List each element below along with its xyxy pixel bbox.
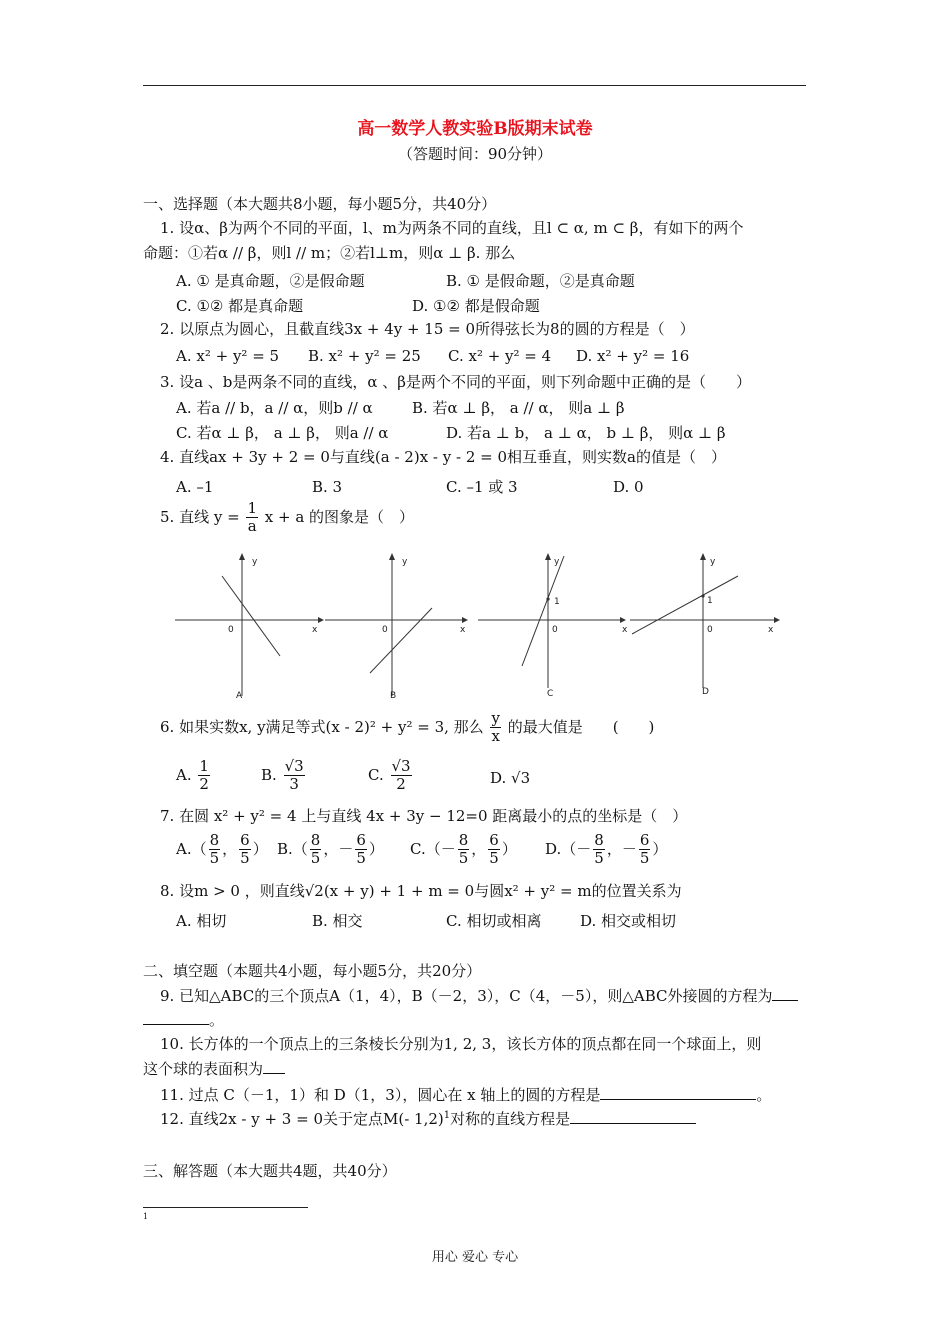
q7c-frac1	[458, 832, 470, 868]
question-6-option-c-label: C.	[368, 766, 384, 785]
question-8-option-d: D. 相交或相切	[580, 912, 677, 930]
question-2-stem: 2. 以原点为圆心，且截直线3x + 4y + 15 = 0所得弦长为8的圆的方程是（ ）	[160, 320, 695, 338]
section-heading-fill: 二、填空题（本题共4小题，每小题5分，共20分）	[143, 962, 482, 980]
question-2-option-b: B. x² + y² = 25	[308, 347, 421, 365]
question-6-option-b-frac	[284, 758, 305, 794]
q7d-f1-num: 8	[594, 831, 604, 849]
question-6-option-c-frac	[391, 758, 412, 794]
graph-c-y-label: y	[554, 557, 560, 567]
graph-b-x-label: x	[460, 625, 466, 635]
q7c-f1-num: 8	[458, 831, 469, 849]
question-5-graphs	[170, 548, 790, 708]
q7d-f1-den: 5	[594, 849, 604, 868]
question-12	[160, 1111, 696, 1127]
question-6-option-c	[368, 758, 414, 794]
graph-a-label: A	[236, 691, 243, 701]
question-12-text: 12. 直线2x - y + 3 = 0关于定点M(- 1,2)	[160, 1110, 444, 1128]
question-6-option-a-den: 2	[199, 775, 209, 794]
q7a-f2-num: 6	[240, 831, 250, 849]
q7b-sep: ，－	[323, 840, 354, 859]
graph-c-origin: 0	[552, 625, 558, 635]
graph-b	[325, 553, 468, 701]
question-6-option-a-label: A.	[176, 766, 192, 785]
question-2-option-d: D. x² + y² = 16	[576, 347, 690, 365]
q7c-frac2	[488, 832, 500, 868]
question-5-frac-den: a	[247, 517, 257, 536]
q7d-prefix: D.（－	[545, 840, 592, 859]
page-footer: 用心 爱心 专心	[431, 1250, 519, 1265]
q7d-frac1	[593, 832, 605, 868]
question-1-option-d: D. ①② 都是假命题	[412, 297, 540, 315]
q7d-frac2	[639, 832, 651, 868]
graph-a-y-label: y	[252, 557, 258, 567]
graph-b-y-label: y	[402, 557, 408, 567]
q7d-sep: ，－	[606, 840, 637, 859]
question-6-option-a	[176, 758, 212, 794]
q7b-suffix: ）	[368, 840, 384, 859]
section-heading-choice: 一、选择题（本大题共8小题，每小题5分，共40分）	[143, 195, 497, 213]
question-11-blank[interactable]	[600, 1099, 756, 1100]
q7c-prefix: C.（－	[410, 840, 456, 859]
q7b-f1-num: 8	[310, 831, 321, 849]
question-6-pre: 6. 如果实数x, y满足等式(x - 2)² + y² = 3, 那么	[160, 718, 484, 737]
q7d-f2-den: 5	[639, 849, 650, 868]
question-2-option-c: C. x² + y² = 4	[448, 347, 552, 365]
q7c-sep: ，	[471, 840, 487, 859]
question-7-option-d	[545, 832, 667, 868]
question-5-stem	[160, 500, 414, 536]
footnote-mark: 1	[143, 1212, 149, 1221]
question-6-option-c-num: √3	[391, 757, 411, 775]
question-3-stem: 3. 设a 、b是两条不同的直线，α 、β是两个不同的平面，则下列命题中正确的是（ ）	[160, 373, 751, 391]
q7b-f1-den: 5	[310, 849, 321, 868]
page-subtitle: （答题时间：90分钟）	[397, 145, 553, 163]
question-6-frac-den: x	[491, 727, 500, 746]
question-3-option-d: D. 若a ⊥ b， a ⊥ α， b ⊥ β， 则α ⊥ β	[446, 424, 726, 442]
graph-a	[175, 553, 324, 701]
q7d-suffix: ）	[652, 840, 668, 859]
question-7-option-c	[410, 832, 517, 868]
question-10-line1: 10. 长方体的一个顶点上的三条棱长分别为1, 2, 3，该长方体的顶点都在同一个球面上，则	[160, 1035, 762, 1053]
footnote-rule	[143, 1207, 308, 1208]
question-6-option-c-den: 2	[396, 775, 406, 794]
question-9-text: 9. 已知△ABC的三个顶点A（1，4），B（－2，3），C（4，－5），则△ABC外接圆的方程为	[160, 987, 773, 1005]
graph-d-label: D	[702, 687, 709, 697]
question-8-option-c: C. 相切或相离	[446, 912, 542, 930]
q7b-frac1	[310, 832, 322, 868]
question-6-option-a-frac	[198, 758, 210, 794]
question-9-line1	[160, 989, 798, 1004]
q7b-f2-den: 5	[356, 849, 366, 868]
question-6-post: 的最大值是 ( )	[507, 718, 655, 737]
question-12-footnote-ref: 1	[443, 1110, 451, 1121]
question-6-option-b-label: B.	[261, 766, 277, 785]
question-7-option-a	[176, 832, 268, 868]
q7d-f2-num: 6	[639, 831, 650, 849]
graph-d-origin: 0	[707, 625, 713, 635]
question-6-option-b	[261, 758, 307, 794]
section-heading-solve: 三、解答题（本大题共4题，共40分）	[143, 1162, 397, 1180]
question-5-frac-num: 1	[247, 499, 257, 517]
graph-c-tick-one: 1	[554, 597, 560, 607]
graph-a-x-label: x	[312, 625, 318, 635]
question-5-pre: 5. 直线 y =	[160, 508, 240, 527]
question-8-option-a: A. 相切	[176, 912, 227, 930]
graph-d	[630, 553, 780, 697]
graph-d-tick-one: 1	[707, 596, 713, 606]
question-11-text: 11. 过点 C（－1，1）和 D（1，3），圆心在 x 轴上的圆的方程是	[160, 1086, 601, 1104]
q7c-f2-num: 6	[489, 831, 499, 849]
question-6-option-a-num: 1	[199, 757, 209, 775]
q7a-f2-den: 5	[240, 849, 250, 868]
q7a-prefix: A.（	[176, 840, 207, 859]
question-11-end: 。	[756, 1086, 772, 1104]
q7a-f1-num: 8	[209, 831, 220, 849]
page-title: 高一数学人教实验B版期末试卷	[357, 119, 593, 139]
question-6-stem	[160, 710, 654, 746]
question-10-text: 这个球的表面积为	[143, 1060, 264, 1078]
question-9-line2	[143, 1013, 224, 1028]
q7c-suffix: ）	[501, 840, 517, 859]
question-9-blank-a[interactable]	[772, 1000, 798, 1001]
q7b-frac2	[355, 832, 367, 868]
graph-c	[478, 553, 628, 699]
question-1-option-b: B. ① 是假命题，②是真命题	[446, 272, 635, 290]
question-8-option-b: B. 相交	[312, 912, 363, 930]
question-3-option-b: B. 若α ⊥ β， a // α， 则a ⊥ β	[412, 399, 625, 417]
question-4-option-d: D. 0	[613, 478, 644, 496]
q7a-frac2	[239, 832, 251, 868]
question-9-end: 。	[209, 1011, 225, 1029]
question-3-option-a: A. 若a // b，a // α，则b // α	[176, 399, 373, 417]
graph-b-origin: 0	[382, 625, 388, 635]
q7a-sep: ，	[222, 840, 238, 859]
q7a-frac1	[209, 832, 221, 868]
question-2-option-a: A. x² + y² = 5	[176, 347, 280, 365]
question-6-option-b-den: 3	[289, 775, 299, 794]
q7c-f2-den: 5	[489, 849, 499, 868]
question-12-post: 对称的直线方程是	[450, 1110, 571, 1128]
question-6-option-d: D. √3	[490, 769, 531, 787]
graph-c-x-label: x	[622, 625, 628, 635]
question-4-option-a: A. –1	[176, 478, 214, 496]
graph-a-origin: 0	[228, 625, 234, 635]
q7c-f1-den: 5	[458, 849, 469, 868]
question-1-option-a: A. ① 是真命题，②是假命题	[176, 272, 365, 290]
question-4-option-b: B. 3	[312, 478, 343, 496]
question-7-stem: 7. 在圆 x² + y² = 4 上与直线 4x + 3y − 12=0 距离最小的点的坐标是（ ）	[160, 807, 688, 825]
question-12-blank[interactable]	[570, 1123, 696, 1124]
question-5-fraction	[246, 500, 258, 536]
header-rule	[143, 85, 806, 86]
question-10-line2	[143, 1062, 285, 1077]
question-9-blank-b[interactable]	[143, 1024, 209, 1025]
question-1-option-c: C. ①② 都是真命题	[176, 297, 304, 315]
question-1-line1: 1. 设α、β为两个不同的平面，l、m为两条不同的直线，且l ⊂ α, m ⊂ β，有如下的两个	[160, 219, 744, 237]
graph-d-x-label: x	[768, 625, 774, 635]
question-6-option-b-num: √3	[284, 757, 304, 775]
question-1-line2: 命题：①若α // β，则l // m；②若l⊥m，则α ⊥ β. 那么	[143, 244, 516, 262]
q7a-suffix: ）	[252, 840, 268, 859]
graph-b-label: B	[390, 691, 397, 701]
question-4-stem: 4. 直线ax + 3y + 2 = 0与直线(a - 2)x - y - 2 = 0相互垂直，则实数a的值是（ ）	[160, 448, 726, 466]
question-8-stem: 8. 设m > 0 ，则直线√2(x + y) + 1 + m = 0与圆x² + y² = m的位置关系为	[160, 882, 682, 900]
question-3-option-c: C. 若α ⊥ β， a ⊥ β， 则a // α	[176, 424, 389, 442]
graph-c-label: C	[547, 689, 554, 699]
question-6-frac-num: y	[491, 709, 500, 727]
q7b-prefix: B.（	[277, 840, 308, 859]
question-7-option-b	[277, 832, 384, 868]
question-11	[160, 1088, 771, 1103]
q7a-f1-den: 5	[209, 849, 220, 868]
question-10-blank[interactable]	[263, 1073, 285, 1074]
question-4-option-c: C. –1 或 3	[446, 478, 518, 496]
q7b-f2-num: 6	[356, 831, 366, 849]
question-6-fraction	[490, 710, 500, 746]
question-5-post: x + a 的图象是（ ）	[264, 508, 415, 527]
graph-d-y-label: y	[710, 557, 716, 567]
